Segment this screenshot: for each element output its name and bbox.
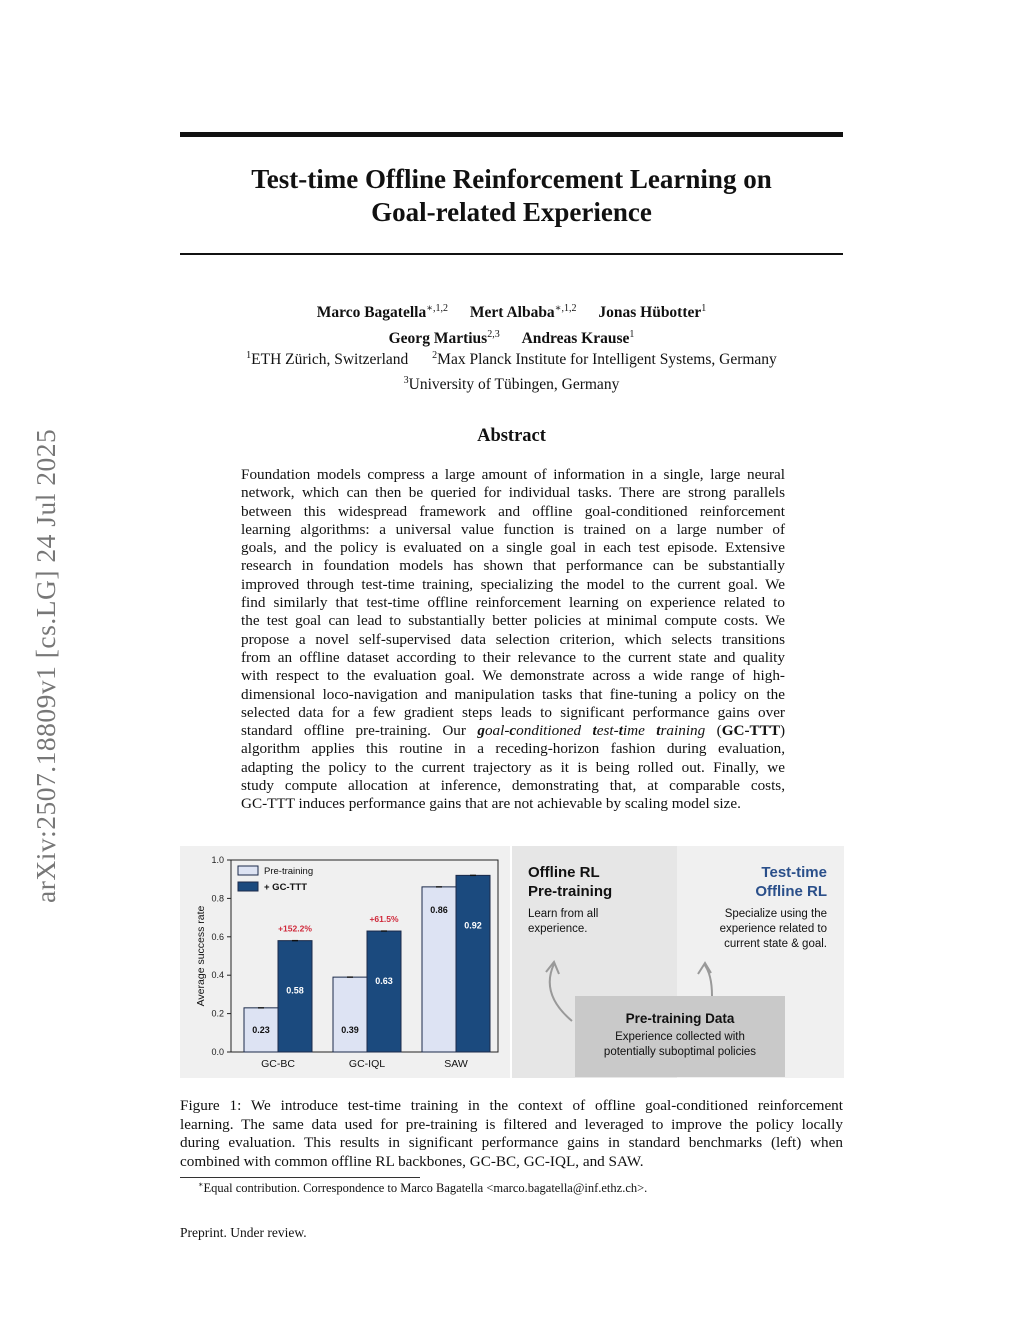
improvement-annotation: +152.2%	[278, 923, 312, 934]
abstract-line: propose a novel self-supervised data selection criterion, which selects transitions	[241, 630, 785, 648]
bar-value-label: 0.23	[252, 1025, 270, 1035]
bar-gc-ttt	[367, 931, 401, 1052]
abstract-line: goals, and the policy is evaluated on a single goal in each test episode. Extensive	[241, 539, 785, 557]
caption-line: combined with common offline RL backbones, GC-BC, GC-IQL, and SAW.	[180, 1152, 644, 1170]
bar-value-label: 0.86	[430, 904, 448, 915]
affiliation-row-2	[180, 370, 843, 395]
description-line: current state & goal.	[724, 938, 827, 950]
legend-swatch	[238, 866, 258, 875]
bar-value-label: 0.39	[341, 1025, 359, 1035]
author-name: Marco Bagatella	[316, 304, 427, 322]
x-tick-label: GC-BC	[261, 1058, 295, 1070]
caption-line: during evaluation. This results in significant performance gains in standard benchmarks (left) when	[180, 1134, 843, 1151]
author-affiliation-mark: 1	[629, 329, 635, 341]
y-axis-label: Average success rate	[195, 905, 207, 1007]
title-line-1: Test-time Offline Reinforcement Learning on	[251, 164, 772, 194]
paper-title	[180, 163, 843, 229]
legend-label: Pre-training	[264, 866, 314, 877]
bar-chart-panel	[180, 846, 510, 1078]
arxiv-identifier: arXiv:2507.18809v1 [cs.LG] 24 Jul 2025	[30, 428, 61, 904]
text-run: t	[592, 722, 597, 740]
author-row-1	[180, 298, 843, 324]
abstract-body	[241, 466, 785, 814]
y-tick-label: 0.0	[211, 1047, 224, 1057]
author	[470, 304, 577, 321]
text-run: (	[705, 722, 722, 740]
text-run: g	[477, 722, 485, 740]
title-top-rule	[180, 132, 843, 137]
improvement-annotation: +61.5%	[369, 914, 399, 925]
abstract-line: from an offline dataset according to their relevance to the current state and quality	[241, 648, 785, 666]
legend-swatch	[238, 882, 258, 891]
method-acronym: GC-TTT	[721, 722, 780, 740]
author	[317, 304, 448, 321]
pretraining-data-title: Pre-training Data	[625, 1011, 735, 1026]
figure-caption	[180, 1097, 843, 1171]
bar-value-label: 0.92	[464, 920, 482, 931]
text-run: c	[509, 722, 517, 740]
text-run: oal-	[484, 722, 510, 740]
abstract-line: study compute allocation at inference, demonstrating that, at comparable costs,	[241, 777, 785, 795]
text-run: ime	[622, 722, 657, 740]
bar-gc-ttt	[456, 875, 490, 1052]
affiliation	[246, 351, 408, 368]
x-tick-label: GC-IQL	[348, 1058, 386, 1070]
text-run: t	[618, 722, 623, 740]
author-affiliation-mark: ∗,1,2	[554, 303, 577, 314]
description-line: Learn from all	[528, 908, 599, 920]
author-name: Mert Albaba	[469, 304, 555, 322]
text-run: raining	[660, 722, 706, 740]
abstract-line: adapting the policy to the current trajectory as it is being rolled out. Finally, we	[241, 758, 785, 776]
pretraining-data-description	[575, 1030, 785, 1060]
footnote-text: Equal contribution. Correspondence to Marco Bagatella <marco.bagatella@inf.ethz.ch>.	[203, 1181, 648, 1196]
footnote-rule	[180, 1177, 420, 1178]
abstract-line: network, which can then be queried for individual tasks. There are strong parallels	[241, 484, 785, 502]
success-rate-bar-chart	[180, 846, 510, 1078]
affiliation-mark: 1	[246, 350, 252, 361]
preprint-notice: Preprint. Under review.	[180, 1225, 307, 1240]
abstract-line: selected data for a few gradient steps leads to significant performance gains over	[241, 703, 785, 721]
caption-line: Figure 1: We introduce test-time training in the context of offline goal-conditioned reinforcement	[180, 1097, 843, 1114]
abstract-line: between this widespread framework and offline goal-conditioned reinforcement	[241, 502, 785, 520]
x-tick-label: SAW	[444, 1058, 468, 1070]
y-tick-label: 1.0	[211, 855, 224, 865]
affiliation-row-1	[180, 345, 843, 370]
affiliation-mark: 3	[403, 375, 409, 387]
footnote-mark: ∗	[198, 1180, 204, 1189]
test-time-title-line: Test-time	[761, 864, 827, 881]
text-run: est-	[596, 722, 619, 740]
text-run: standard offline pre-training. Our	[241, 722, 478, 740]
y-tick-label: 0.6	[211, 931, 224, 942]
figure-1	[180, 846, 844, 1078]
abstract-line: algorithm applies this routine in a receding-horizon fashion during evaluation,	[241, 740, 785, 758]
pretraining-title-line: Offline RL	[528, 864, 600, 881]
test-time-title-line: Offline RL	[755, 883, 827, 900]
y-tick-label: 0.2	[211, 1008, 224, 1019]
pretraining-title-line: Pre-training	[528, 883, 613, 900]
abstract-line: with respect to the evaluation goal. We demonstrate across a wide range of high-	[241, 667, 785, 685]
description-line: Experience collected with	[615, 1031, 745, 1043]
author-affiliation-mark: 1	[701, 303, 707, 314]
abstract-line-method-name	[241, 722, 785, 740]
affiliation-name: University of Tübingen, Germany	[408, 376, 620, 394]
curved-arrow-to-pretraining	[550, 964, 572, 1021]
abstract-line: the test goal can lead to substantially better policies at minimal compute costs. We	[241, 612, 785, 630]
affiliation-list	[180, 345, 843, 395]
abstract-line: Foundation models compress a large amount of information in a single, large neural	[241, 466, 785, 483]
text-run: )	[779, 722, 786, 740]
legend-label: + GC-TTT	[264, 882, 308, 893]
bar-value-label: 0.63	[375, 976, 393, 987]
title-bottom-rule	[180, 253, 843, 255]
author-name: Georg Martius	[388, 330, 488, 348]
affiliation-name: ETH Zürich, Switzerland	[251, 351, 409, 369]
author-affiliation-mark: ∗,1,2	[426, 303, 448, 314]
y-tick-label: 0.4	[211, 970, 224, 981]
author-name: Jonas Hübotter	[598, 304, 702, 322]
author-list	[180, 298, 843, 350]
description-line: potentially suboptimal policies	[603, 1046, 757, 1058]
abstract-line: learning algorithms: a universal value function is trained on a large number of	[241, 520, 785, 538]
affiliation	[432, 351, 777, 368]
bar-value-label: 0.58	[286, 985, 304, 996]
bar-gc-ttt	[278, 941, 312, 1052]
affiliation	[404, 376, 620, 393]
author-name: Andreas Krause	[521, 330, 630, 348]
abstract-line: research in foundation models has shown that performance can be substantially	[241, 557, 785, 575]
text-run: onditioned	[516, 722, 593, 740]
pretraining-data-box	[575, 996, 785, 1077]
y-tick-label: 0.8	[211, 893, 224, 904]
abstract-line: dimensional loco-navigation and manipulation tasks that fine-tuning a policy on the	[241, 685, 785, 703]
author	[598, 304, 706, 321]
bar-pretraining	[333, 977, 367, 1052]
abstract-heading: Abstract	[477, 426, 546, 446]
description-line: experience.	[528, 923, 588, 935]
text-run: t	[656, 722, 661, 740]
caption-line: learning. The same data used for pre-training is filtered and leveraged to improve the policy locally	[180, 1115, 843, 1133]
title-line-2: Goal-related Experience	[371, 197, 652, 227]
author-affiliation-mark: 2,3	[487, 329, 500, 341]
method-diagram	[512, 846, 844, 1078]
affiliation-name: Max Planck Institute for Intelligent Systems, Germany	[437, 351, 777, 369]
abstract-line: GC-TTT induces performance gains that are not achievable by scaling model size.	[241, 795, 741, 813]
description-line: Specialize using the	[724, 908, 827, 920]
description-line: experience related to	[719, 923, 827, 935]
abstract-line: find similarly that test-time offline reinforcement learning on experience related to	[241, 594, 785, 612]
affiliation-mark: 2	[432, 350, 438, 361]
footnote	[198, 1180, 647, 1196]
abstract-line: improved through test-time training, specializing the model to the current goal. We	[241, 575, 785, 593]
